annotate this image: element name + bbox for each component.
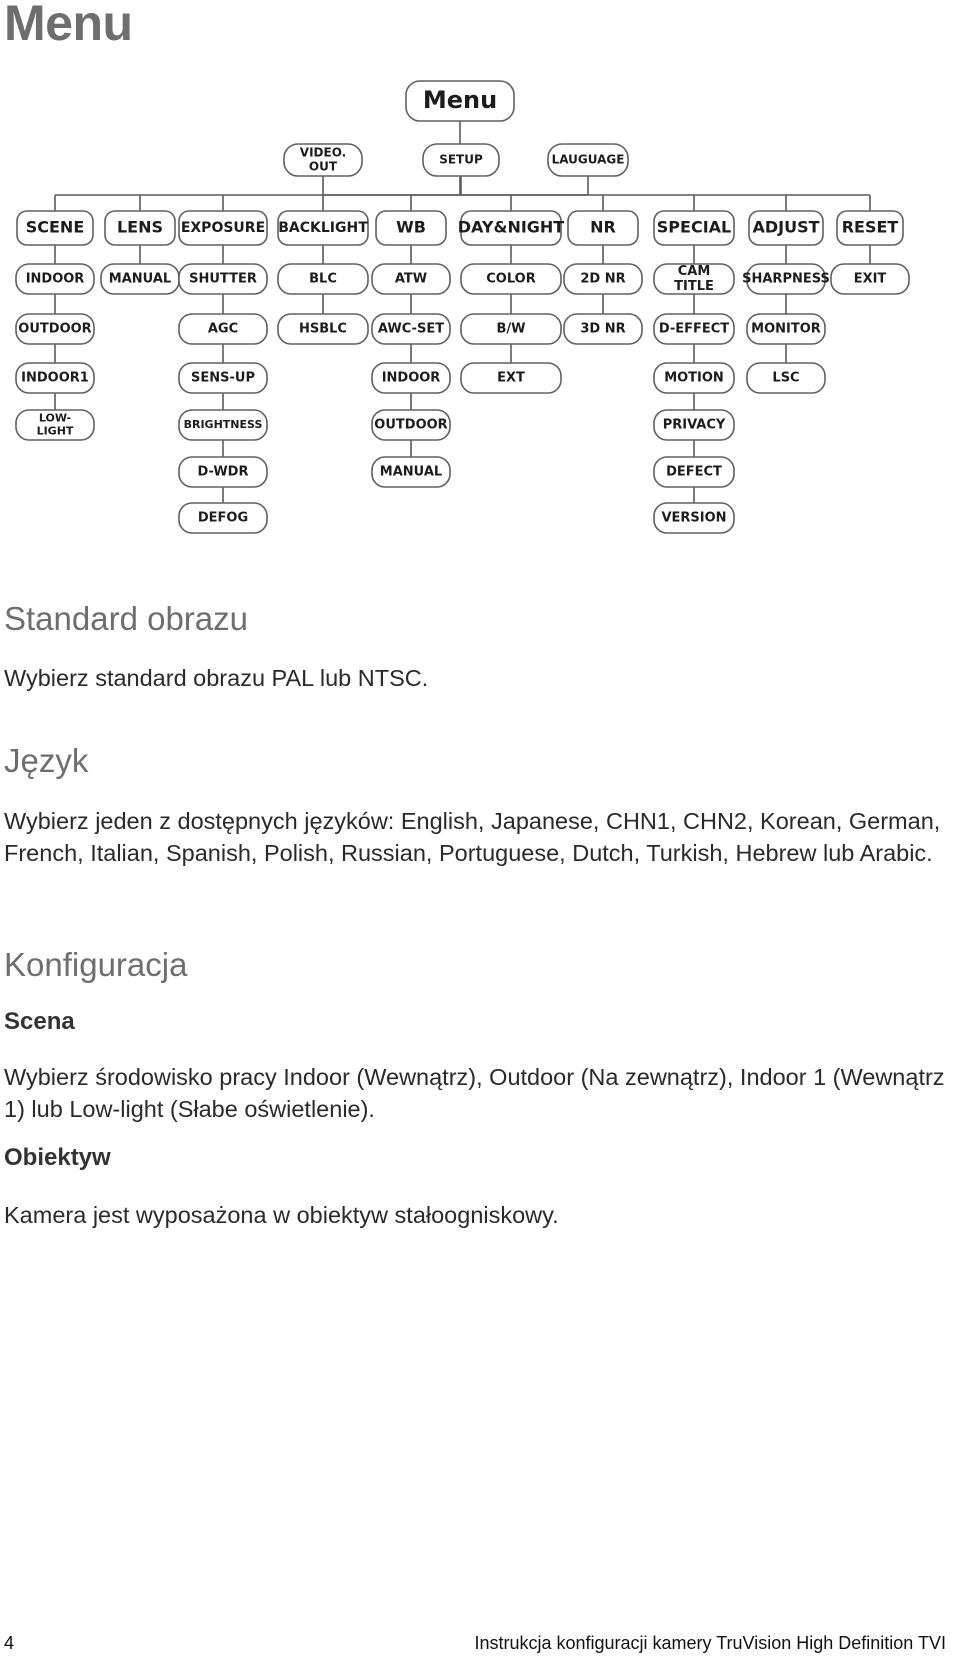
diagram-node-exit <box>831 264 909 294</box>
diagram-node-d-wdr-label: D-WDR <box>197 464 249 480</box>
diagram-node-ext <box>461 363 561 393</box>
diagram-node-sharpness-label: SHARPNESS <box>742 271 830 287</box>
diagram-node-b-w <box>461 314 561 344</box>
diagram-node-shutter <box>179 264 267 294</box>
diagram-node-b-w-label: B/W <box>496 321 526 337</box>
diagram-node-lsc <box>747 363 825 393</box>
diagram-node-color-label: COLOR <box>486 271 536 287</box>
section-heading-language: Język <box>4 742 89 779</box>
diagram-node-low-light-label: LOW- <box>38 411 72 425</box>
diagram-node-awc-set <box>372 314 450 344</box>
diagram-node-cam-title-label: TITLE <box>674 279 714 294</box>
diagram-node-hsblc-label: HSBLC <box>299 321 347 337</box>
diagram-node-shutter-label: SHUTTER <box>189 271 257 287</box>
diagram-node-reset-label: RESET <box>841 217 899 237</box>
diagram-node-indoor <box>16 264 94 294</box>
text-lens: Kamera jest wyposażona w obiektyw stałoogniskowy. <box>4 1202 559 1228</box>
diagram-node-outdoor <box>372 410 450 440</box>
diagram-node-lauguage <box>548 144 628 176</box>
diagram-node-special-label: SPECIAL <box>656 217 732 237</box>
diagram-node-blc <box>278 264 368 294</box>
diagram-node-brightness-label: BRIGHTNESS <box>183 418 263 431</box>
diagram-node-3d-nr-label: 3D NR <box>580 321 626 337</box>
diagram-node-motion <box>654 363 734 393</box>
diagram-node-manual <box>372 457 450 487</box>
diagram-node-indoor <box>372 363 450 393</box>
diagram-node-color <box>461 264 561 294</box>
diagram-node-motion-label: MOTION <box>664 370 724 386</box>
diagram-node-hsblc <box>278 314 368 344</box>
diagram-node-manual-label: MANUAL <box>379 464 443 480</box>
subheading-scene: Scena <box>4 1008 75 1035</box>
diagram-node-backlight-label: BACKLIGHT <box>278 220 368 236</box>
diagram-node-3d-nr <box>564 314 642 344</box>
diagram-node-manual-label: MANUAL <box>108 271 172 287</box>
diagram-node-day-night-label: DAY&NIGHT <box>457 217 565 237</box>
diagram-node-video-out-label: VIDEO. <box>299 145 347 160</box>
diagram-node-setup-label: SETUP <box>439 152 483 167</box>
diagram-node-privacy <box>654 410 734 440</box>
diagram-node-monitor-label: MONITOR <box>751 321 821 337</box>
subheading-lens: Obiektyw <box>4 1144 111 1171</box>
diagram-node-adjust-label: ADJUST <box>752 217 820 237</box>
section-text-language: Wybierz jeden z dostępnych języków: English, Japanese, CHN1, CHN2, Korean, German, French, Italian, Spanish, Polish, Russian, Portuguese, Dutch, Turkish, Hebrew lub Arabic. <box>4 808 941 866</box>
diagram-node-d-wdr <box>179 457 267 487</box>
diagram-node-sens-up <box>179 363 267 393</box>
page-number: 4 <box>4 1633 15 1653</box>
diagram-node-wb-label: WB <box>396 217 426 237</box>
diagram-node-root <box>406 81 514 121</box>
diagram-node-lens <box>105 211 175 245</box>
diagram-node-setup <box>423 144 499 176</box>
diagram-node-root-label: Menu <box>422 86 498 114</box>
diagram-node-defect <box>654 457 734 487</box>
diagram-node-cam-title-label: CAM <box>677 264 711 279</box>
diagram-node-version <box>654 503 734 533</box>
diagram-node-lens-label: LENS <box>116 217 164 237</box>
diagram-node-lsc-label: LSC <box>772 370 800 386</box>
diagram-node-version-label: VERSION <box>661 510 727 526</box>
diagram-node-d-effect <box>654 314 734 344</box>
diagram-node-brightness <box>179 410 267 440</box>
diagram-node-atw <box>372 264 450 294</box>
diagram-node-exposure-label: EXPOSURE <box>180 220 266 236</box>
diagram-node-video-out-label: OUT <box>308 159 338 174</box>
diagram-node-indoor-label: INDOOR <box>25 271 85 287</box>
diagram-node-agc <box>179 314 267 344</box>
diagram-node-low-light-label: LIGHT <box>36 424 74 438</box>
diagram-node-blc-label: BLC <box>309 271 337 287</box>
diagram-node-scene <box>17 211 93 245</box>
diagram-node-defog <box>179 503 267 533</box>
diagram-node-outdoor-label: OUTDOOR <box>374 417 448 433</box>
page-title: Menu <box>4 0 133 51</box>
diagram-node-privacy-label: PRIVACY <box>662 417 726 433</box>
diagram-node-special <box>654 211 734 245</box>
diagram-node-video-out <box>284 144 362 176</box>
diagram-node-sharpness <box>742 264 830 294</box>
diagram-node-exit-label: EXIT <box>853 271 887 287</box>
diagram-node-exposure <box>179 211 267 245</box>
diagram-node-indoor-label: INDOOR <box>381 370 441 386</box>
diagram-node-nr-label: NR <box>590 217 616 237</box>
diagram-node-d-effect-label: D-EFFECT <box>658 321 730 337</box>
diagram-node-2d-nr <box>564 264 642 294</box>
diagram-node-atw-label: ATW <box>394 271 428 287</box>
diagram-node-sens-up-label: SENS-UP <box>191 370 255 386</box>
text-scene: Wybierz środowisko pracy Indoor (Wewnątrz), Outdoor (Na zewnątrz), Indoor 1 (Wewnątrz 1) lub Low-light (Słabe oświetlenie). <box>4 1064 945 1122</box>
diagram-node-lauguage-label: LAUGUAGE <box>551 152 625 167</box>
diagram-node-agc-label: AGC <box>207 321 239 337</box>
diagram-node-adjust <box>749 211 823 245</box>
diagram-node-defect-label: DEFECT <box>666 464 722 480</box>
diagram-node-backlight <box>278 211 368 245</box>
diagram-node-awc-set-label: AWC-SET <box>377 321 445 337</box>
diagram-node-day-night <box>458 211 565 245</box>
diagram-node-reset <box>837 211 903 245</box>
diagram-node-wb <box>376 211 446 245</box>
diagram-node-monitor <box>747 314 825 344</box>
diagram-node-indoor1 <box>16 363 94 393</box>
diagram-node-indoor1-label: INDOOR1 <box>21 370 89 386</box>
menu-tree-diagram <box>0 70 960 590</box>
diagram-node-low-light <box>16 410 94 440</box>
section-text-standard: Wybierz standard obrazu PAL lub NTSC. <box>4 665 429 691</box>
section-heading-config: Konfiguracja <box>4 946 188 983</box>
diagram-node-defog-label: DEFOG <box>197 510 249 526</box>
diagram-node-scene-label: SCENE <box>25 217 85 237</box>
diagram-node-ext-label: EXT <box>497 370 525 386</box>
footer-title: Instrukcja konfiguracji kamery TruVision High Definition TVI <box>474 1633 946 1653</box>
diagram-node-outdoor <box>16 314 94 344</box>
diagram-node-outdoor-label: OUTDOOR <box>18 321 92 337</box>
diagram-node-manual <box>101 264 179 294</box>
diagram-node-2d-nr-label: 2D NR <box>580 271 626 287</box>
diagram-node-nr <box>568 211 638 245</box>
diagram-node-cam-title <box>654 264 734 294</box>
section-heading-standard: Standard obrazu <box>4 600 249 637</box>
